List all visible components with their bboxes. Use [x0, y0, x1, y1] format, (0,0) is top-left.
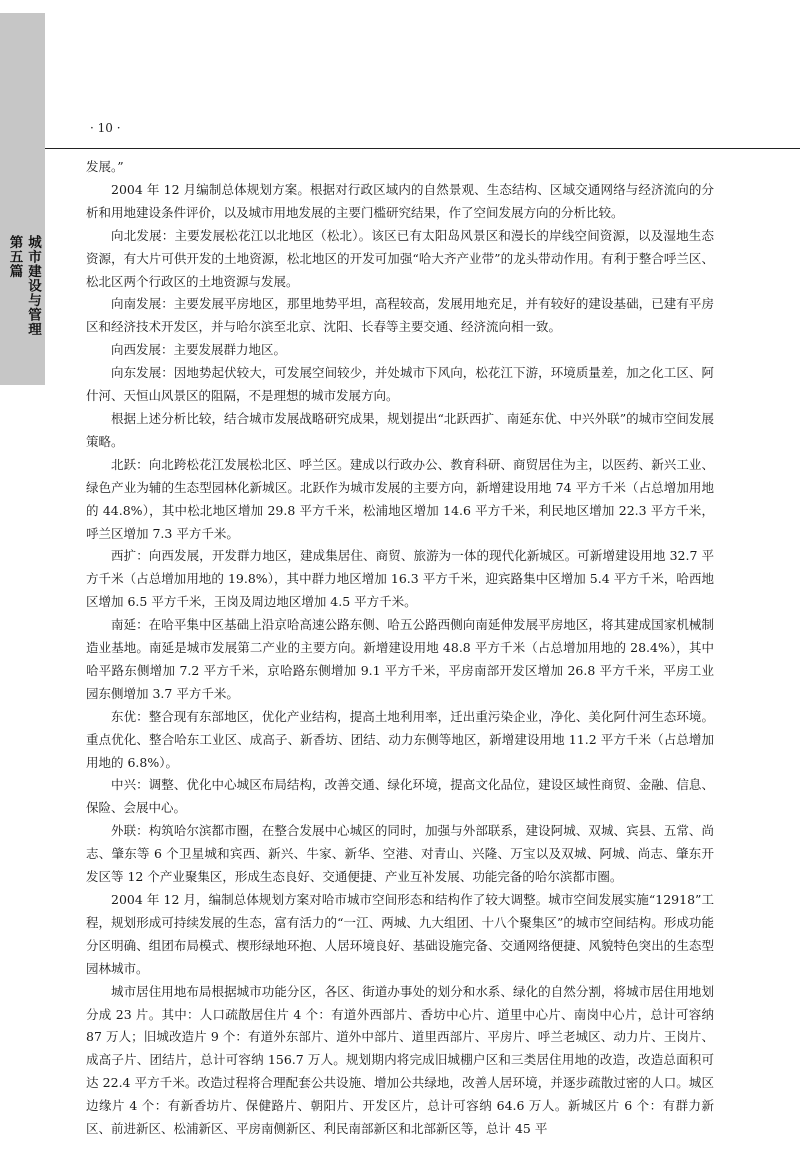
paragraph: 外联：构筑哈尔滨都市圈，在整合发展中心城区的同时，加强与外部联系，建设阿城、双城、宾县、五常、尚志、肇东等 6 个卫星城和宾西、新兴、牛家、新华、空港、对青山、兴隆、万宝以及双城、阿城、尚志、肇东开发区等 12 个产业聚集区，形成生态良好、交通便捷、产业互补发展、功能完备的哈尔滨都市圈。 [86, 823, 714, 885]
paragraph: 向西发展：主要发展群力地区。 [111, 342, 287, 358]
paragraph: 向北发展：主要发展松花江以北地区（松北）。该区已有太阳岛风景区和漫长的岸线空间资源，以及湿地生态资源，有大片可供开发的土地资源，松北地区的开发可加强“哈大齐产业带”的龙头带动作用。有利于整合呼兰区、松北区两个行政区的土地资源与发展。 [86, 227, 714, 289]
paragraph: 城市居住用地布局根据城市功能分区，各区、街道办事处的划分和水系、绿化的自然分割，将城市居住用地划分成 23 片。其中：人口疏散居住片 4 个：有道外西部片、香坊中心片、道里中心片、南岗中心片，总计可容纳 87 万人；旧城改造片 9 个：有道外东部片、道外中部片、道里西部片、平房片、呼兰老城区、动力片、王岗片、成高子片、团结片，总计可容纳 156.7 万人。规划期内将完成旧城棚户区和三类居住用地的改造，改造总面积可达 22.4 平方千米。改造过程将合理配套公共设施、增加公共绿地，改善人居环境，并逐步疏散过密的人口。城区边缘片 4 个：有新香坊片、保健路片、朝阳片、开发区片，总计可容纳 64.6 万人。新城区片 6 个：有群力新区、前进新区、松浦新区、平房南侧新区、利民南部新区和北部新区等，总计 45 平 [86, 983, 714, 1137]
paragraph-continuation: 发展。” [86, 159, 124, 174]
paragraph: 2004 年 12 月，编制总体规划方案对哈市城市空间形态和结构作了较大调整。城市空间发展实施“12918”工程，规划形成可持续发展的生态，富有活力的“一江、两城、九大组团、十八个聚集区”的城市空间结构。形成功能分区明确、组团布局模式、楔形绿地环抱、人居环境良好、基础设施完备、交通网络便捷、风貌特色突出的生态型园林城市。 [86, 892, 714, 976]
paragraph: 中兴：调整、优化中心城区布局结构，改善交通、绿化环境，提高文化品位，建设区域性商贸、金融、信息、保险、会展中心。 [86, 777, 714, 816]
paragraph: 根据上述分析比较，结合城市发展战略研究成果，规划提出“北跃西扩、南延东优、中兴外联”的城市空间发展策略。 [86, 410, 714, 449]
paragraph: 南延：在哈平集中区基础上沿京哈高速公路东侧、哈五公路西侧向南延伸发展平房地区，将其建成国家机械制造业基地。南延是城市发展第二产业的主要方向。新增建设用地 48.8 平方千米（占总增加用地的 28.4%），其中哈平路东侧增加 7.2 平方千米，京哈路东侧增加 9.1 平方千米，平房南部开发区增加 26.8 平方千米，平房工业园东侧增加 3.7 平方千米。 [86, 617, 714, 701]
paragraph: 西扩：向西发展，开发群力地区，建成集居住、商贸、旅游为一体的现代化新城区。可新增建设用地 32.7 平方千米（占总增加用地的 19.8%），其中群力地区增加 16.3 平方千米，迎宾路集中区增加 5.4 平方千米，哈西地区增加 6.5 平方千米，王岗及周边地区增加 4.5 平方千米。 [86, 548, 714, 610]
chapter-side-label [2, 235, 44, 395]
part-label: 第五篇 [6, 235, 23, 279]
paragraph: 东优：整合现有东部地区，优化产业结构，提高土地利用率，迁出重污染企业，净化、美化阿什河生态环境。重点优化、整合哈东工业区、成高子、新香坊、团结、动力东侧等地区，新增建设用地 11.2 平方千米（占总增加用地的 6.8%）。 [86, 708, 714, 770]
page-number: · 10 · [90, 121, 121, 135]
body-text [86, 156, 714, 1141]
paragraph: 2004 年 12 月编制总体规划方案。根据对行政区域内的自然景观、生态结构、区域交通网络与经济流向的分析和用地建设条件评价，以及城市用地发展的主要门槛研究结果，作了空间发展方向的分析比较。 [86, 181, 714, 220]
chapter-side-tab [0, 13, 45, 385]
paragraph: 向东发展：因地势起伏较大，可发展空间较少，并处城市下风向，松花江下游，环境质量差，加之化工区、阿什河、天恒山风景区的阻隔，不是理想的城市发展方向。 [86, 365, 714, 404]
header-rule [45, 148, 800, 149]
paragraph: 北跃：向北跨松花江发展松北区、呼兰区。建成以行政办公、教育科研、商贸居住为主，以医药、新兴工业、绿色产业为辅的生态型园林化新城区。北跃作为城市发展的主要方向，新增建设用地 74 平方千米（占总增加用地的 44.8%），其中松北地区增加 29.8 平方千米，松浦地区增加 14.6 平方千米，利民地区增加 22.3 平方千米，呼兰区增加 7.3 平方千米。 [86, 456, 714, 541]
part-title: 城市建设与管理 [25, 235, 41, 337]
paragraph: 向南发展：主要发展平房地区，那里地势平坦，高程较高，发展用地充足，并有较好的建设基础，已建有平房区和经济技术开发区，并与哈尔滨至北京、沈阳、长春等主要交通、经济流向相一致。 [86, 296, 714, 335]
